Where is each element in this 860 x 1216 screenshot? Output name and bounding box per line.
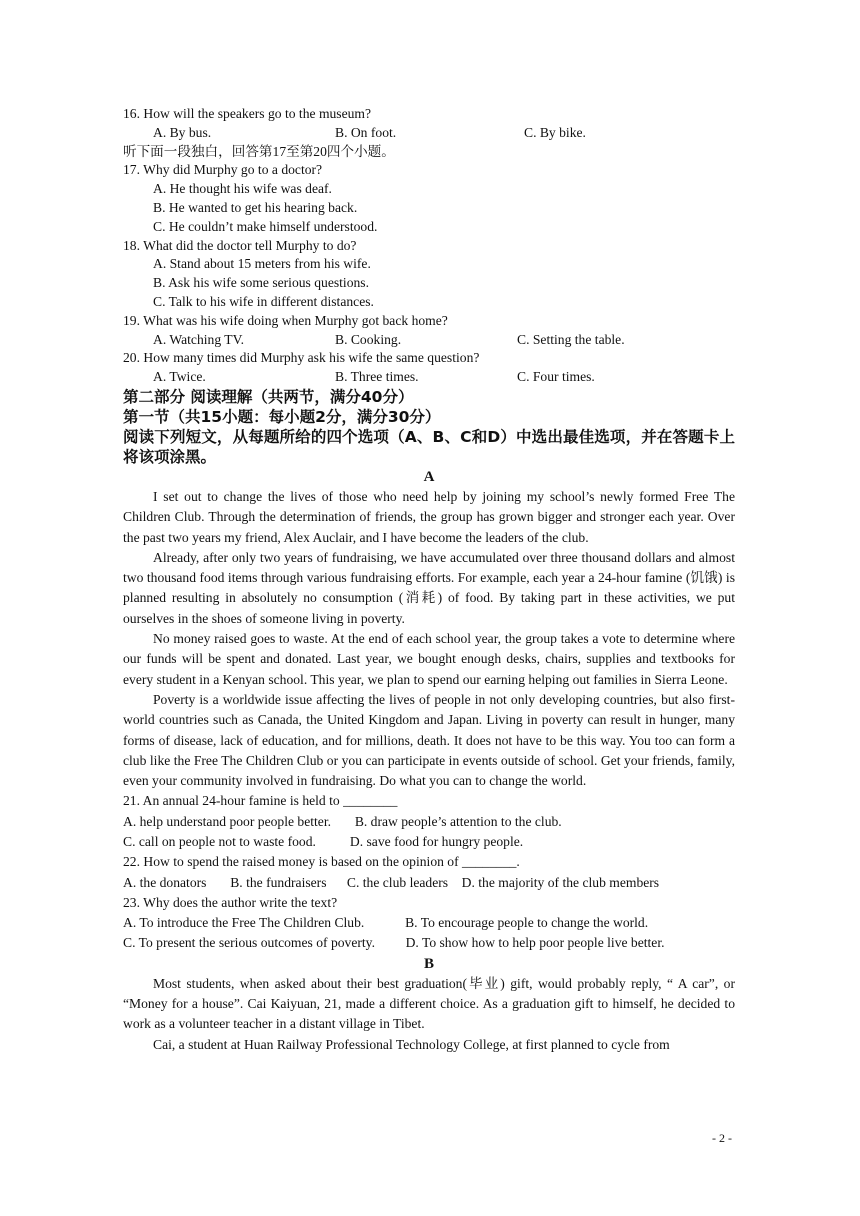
question-21-options-row xyxy=(123,832,735,852)
option-c: C. Setting the table. xyxy=(517,331,625,347)
passage-paragraph: No money raised goes to waste. At the end of each school year, the group takes a vote to determine where our funds will be spent and donated. Last year, we bought enough desks, chairs, supplies and textbooks for every student in a Kenyan school. This year, we plan to spend our earning helping out families in Sierra Leone. xyxy=(123,631,735,687)
reading-instruction: 阅读下列短文，从每题所给的四个选项（A、B、C和D）中选出最佳选项，并在答题卡上将该项涂黑。 xyxy=(123,427,735,466)
option-b: B. He wanted to get his hearing back. xyxy=(153,199,358,215)
option-d: D. save food for hungry people. xyxy=(349,834,524,849)
question-16-options xyxy=(123,124,735,143)
option-b: B. the fundraisers xyxy=(230,874,327,890)
question-20-options xyxy=(123,368,735,387)
option-a: A. Twice. xyxy=(153,369,206,385)
option-d: D. To show how to help poor people live better. xyxy=(405,935,665,951)
question-21-options-row xyxy=(123,812,735,832)
option-a: A. Stand about 15 meters from his wife. xyxy=(153,256,371,272)
passage-paragraph: Poverty is a worldwide issue affecting the lives of people in not only developing countries, but also first-world countries such as Canada, the United Kingdom and Japan. Living in poverty can result in hunger, many forms of disease, lack of education, and for millions, death. It does not have to be this way. You too can form a club like the Free The Children Club or you can participate in events outside of school. Get your friends, family, even your community involved in fundraising. Do what you can to change the world. xyxy=(123,691,735,789)
passage-paragraph: I set out to change the lives of those who need help by joining my school’s newly formed Free The Children Club. Through the determination of friends, the group has grown bigger and stronger each year. Over the past two years my friend, Alex Auclair, and I have become the leaders of the club. xyxy=(123,488,735,545)
page-number: - 2 - xyxy=(712,1131,732,1145)
option-c: C. call on people not to waste food. xyxy=(123,834,316,849)
question-23-options-row xyxy=(123,933,735,953)
question-21: 21. An annual 24-hour famine is held to ________ xyxy=(123,793,398,809)
passage-a-label: A xyxy=(423,468,435,485)
listening-intro: 听下面一段独白，回答第17至第20四个小题。 xyxy=(123,143,395,159)
passage-b-label: B xyxy=(423,955,434,972)
option-b: B. Three times. xyxy=(335,369,419,385)
passage-paragraph: Most students, when asked about their best graduation(毕业) gift, would probably reply, “ A car”, or “Money for a house”. Cai Kaiyuan, 21, made a different choice. As a graduation gift to himself, he decided to work as a volunteer teacher in a distant village in Tibet. xyxy=(123,975,735,1032)
option-a: A. help understand poor people better. xyxy=(123,813,332,829)
option-c: C. Talk to his wife in different distances. xyxy=(153,293,374,309)
option-a: A. To introduce the Free The Children Club. xyxy=(123,915,365,931)
section-heading: 第一节（共15小题：每小题2分，满分30分） xyxy=(123,407,441,426)
option-b: B. draw people’s attention to the club. xyxy=(354,813,562,829)
question-19: 19. What was his wife doing when Murphy got back home? xyxy=(123,312,448,328)
option-a: A. the donators xyxy=(123,874,207,890)
passage-paragraph: Cai, a student at Huan Railway Professional Technology College, at first planned to cycle from xyxy=(153,1036,670,1052)
option-a: A. He thought his wife was deaf. xyxy=(153,181,332,197)
question-19-options xyxy=(123,331,735,350)
option-b: B. Cooking. xyxy=(335,331,402,347)
option-c: C. Four times. xyxy=(517,369,595,385)
option-a: A. By bus. xyxy=(153,124,212,140)
option-a: A. Watching TV. xyxy=(153,331,245,347)
part-heading: 第二部分 阅读理解（共两节，满分40分） xyxy=(123,387,414,406)
question-16: 16. How will the speakers go to the museum? xyxy=(123,106,372,121)
question-23-options-row xyxy=(123,913,735,933)
question-18: 18. What did the doctor tell Murphy to do? xyxy=(123,237,357,253)
option-c: C. To present the serious outcomes of poverty. xyxy=(123,935,375,951)
option-b: B. Ask his wife some serious questions. xyxy=(153,275,369,291)
question-20: 20. How many times did Murphy ask his wife the same question? xyxy=(123,350,480,366)
option-b: B. On foot. xyxy=(335,124,397,140)
option-c: C. He couldn’t make himself understood. xyxy=(153,218,378,234)
passage-paragraph: Already, after only two years of fundraising, we have accumulated over three thousand dollars and almost two thousand food items through various fundraising efforts. For example, each year a 24-hour famine (饥饿) is planned resulting in absolutely no consumption (消耗) of food. By taking part in these activities, we put ourselves in the shoes of someone living in poverty. xyxy=(123,549,735,626)
page-content xyxy=(123,105,735,1055)
option-b: B. To encourage people to change the world. xyxy=(405,915,649,931)
option-c: C. By bike. xyxy=(524,124,586,140)
option-d: D. the majority of the club members xyxy=(461,874,660,890)
question-17: 17. Why did Murphy go to a doctor? xyxy=(123,162,323,178)
question-23: 23. Why does the author write the text? xyxy=(123,894,338,910)
option-c: C. the club leaders xyxy=(346,874,449,890)
question-22-options-row xyxy=(123,873,735,893)
question-22: 22. How to spend the raised money is based on the opinion of ________. xyxy=(123,854,520,870)
